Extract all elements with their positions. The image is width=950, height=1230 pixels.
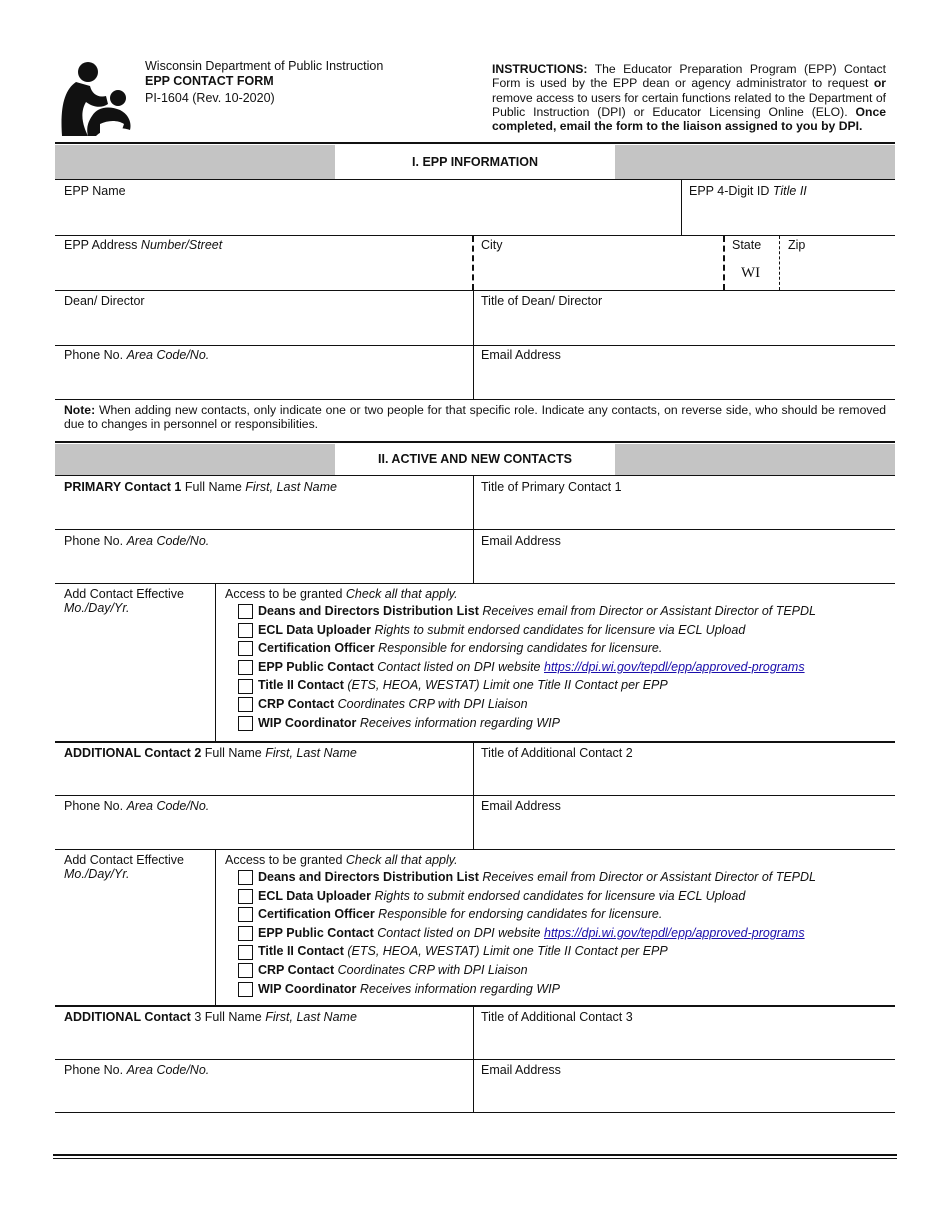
dean-title-field[interactable] (476, 310, 892, 344)
divider (55, 441, 895, 443)
epp-id-field[interactable] (684, 200, 892, 234)
additional-2-phone-field[interactable] (56, 815, 470, 847)
divider (55, 1059, 895, 1060)
additional-2-email-field[interactable] (476, 815, 892, 847)
access-label: Access to be granted Check all that apply. (225, 853, 458, 867)
divider (55, 741, 895, 743)
divider (55, 795, 895, 796)
option-description: Coordinates CRP with DPI Liaison (334, 963, 528, 977)
footer-divider (53, 1154, 897, 1156)
note: Note: When adding new contacts, only indicate one or two people for that specific role. Indicate any contacts, on reverse side, who should be removed due to changes in personnel or responsibilities. (64, 403, 886, 432)
option-title: WIP Coordinator (258, 715, 357, 730)
primary-email-field[interactable] (476, 550, 892, 582)
divider (55, 399, 895, 400)
zip-label: Zip (788, 238, 806, 252)
footer-divider (53, 1158, 897, 1159)
option-description: Receives email from Director or Assistant Director of TEPDL (478, 870, 817, 884)
city-label: City (481, 238, 503, 252)
additional-2-title-label: Title of Additional Contact 2 (481, 746, 633, 760)
additional-3-title-label: Title of Additional Contact 3 (481, 1010, 633, 1024)
option-description: Responsible for endorsing candidates for licensure. (374, 641, 663, 656)
primary-phone-field[interactable] (56, 550, 470, 582)
add-effective-label: Add Contact Effective (64, 853, 184, 867)
option-title: WIP Coordinator (258, 981, 357, 996)
divider (472, 236, 474, 290)
email-field[interactable] (476, 364, 892, 398)
epp-name-label: EPP Name (64, 184, 126, 198)
dean-title-label: Title of Dean/ Director (481, 294, 603, 308)
divider (55, 475, 895, 476)
form-title: EPP CONTACT FORM (145, 74, 274, 88)
option-title: EPP Public Contact (258, 925, 374, 940)
option-description: Receives information regarding WIP (356, 715, 560, 730)
checkbox[interactable] (238, 697, 253, 712)
primary-contact-label: PRIMARY Contact 1 Full Name First, Last Name (64, 480, 337, 494)
primary-access-option (238, 603, 816, 621)
divider (779, 236, 780, 290)
divider (55, 142, 895, 144)
phone-label: Phone No. Area Code/No. (64, 1063, 210, 1077)
primary-access-option (238, 622, 745, 640)
option-title: Certification Officer (258, 907, 375, 922)
additional-contact-2-label: ADDITIONAL Contact 2 Full Name First, Last Name (64, 746, 357, 760)
access-label: Access to be granted Check all that apply. (225, 587, 458, 601)
checkbox[interactable] (238, 945, 253, 960)
checkbox[interactable] (238, 889, 253, 904)
phone-label: Phone No. Area Code/No. (64, 534, 210, 548)
option-title: ECL Data Uploader (258, 888, 371, 903)
option-title: ECL Data Uploader (258, 622, 371, 637)
checkbox[interactable] (238, 641, 253, 656)
primary-title-field[interactable] (476, 496, 892, 528)
email-label: Email Address (481, 799, 561, 813)
state-value[interactable]: WI (741, 265, 761, 281)
additional-3-email-field[interactable] (476, 1079, 892, 1111)
add-effective-label: Add Contact Effective (64, 587, 184, 601)
divider (55, 529, 895, 530)
epp-id-label: EPP 4-Digit ID Title II (689, 184, 807, 198)
zip-field[interactable] (782, 255, 892, 289)
option-title: Deans and Directors Distribution List (258, 604, 479, 618)
additional-2-title-field[interactable] (476, 762, 892, 794)
option-title: CRP Contact (258, 697, 335, 711)
checkbox[interactable] (238, 623, 253, 638)
option-description: Receives information regarding WIP (356, 981, 560, 996)
approved-programs-link[interactable]: https://dpi.wi.gov/tepdl/epp/approved-programs (544, 925, 805, 940)
option-description: Rights to submit endorsed candidates for licensure via ECL Upload (371, 888, 746, 903)
primary-access-option (238, 640, 662, 658)
option-title: Deans and Directors Distribution List (258, 870, 479, 884)
checkbox[interactable] (238, 660, 253, 675)
checkbox[interactable] (238, 679, 253, 694)
divider (473, 743, 474, 849)
email-label: Email Address (481, 348, 561, 362)
additional-3-phone-field[interactable] (56, 1079, 470, 1111)
checkbox[interactable] (238, 604, 253, 619)
checkbox[interactable] (238, 982, 253, 997)
divider (215, 850, 216, 1006)
email-label: Email Address (481, 534, 561, 548)
option-description: Contact listed on DPI website (373, 925, 544, 940)
checkbox[interactable] (238, 963, 253, 978)
additional-2-access-option (238, 981, 560, 999)
option-title: Title II Contact (258, 678, 344, 693)
state-label: State (732, 238, 762, 252)
city-field[interactable] (476, 255, 721, 289)
dpi-logo (58, 60, 138, 140)
epp-address-label: EPP Address Number/Street (64, 238, 223, 252)
date-hint: Mo./Day/Yr. (64, 867, 130, 881)
additional-2-access-option (238, 943, 668, 961)
checkbox[interactable] (238, 926, 253, 941)
option-description: Receives email from Director or Assistant Director of TEPDL (478, 604, 817, 618)
form-number: PI-1604 (Rev. 10-2020) (145, 91, 275, 105)
divider (55, 849, 895, 850)
option-description: Contact listed on DPI website (373, 659, 544, 674)
divider (55, 1005, 895, 1007)
divider (55, 583, 895, 584)
divider (55, 1112, 895, 1113)
additional-3-name-field[interactable] (56, 1026, 470, 1058)
additional-contact-3-label: ADDITIONAL Contact 3 Full Name First, Last Name (64, 1010, 357, 1024)
additional-3-title-field[interactable] (476, 1026, 892, 1058)
primary-access-option (238, 696, 528, 714)
option-description: (ETS, HEOA, WESTAT) Limit one Title II Contact per EPP (343, 678, 668, 693)
approved-programs-link[interactable]: https://dpi.wi.gov/tepdl/epp/approved-programs (544, 659, 805, 674)
epp-name-field[interactable] (56, 200, 678, 234)
instructions-label: INSTRUCTIONS: (492, 62, 588, 76)
primary-access-option (238, 659, 805, 677)
instructions: INSTRUCTIONS: The Educator Preparation Program (EPP) Contact Form is used by the EPP dean or agency administrator to request or remove access to users for certain functions related to the Department of Public Instruction (DPI) or Educator Licensing Online (ELO). Once completed, email the form to the liaison assigned to you by DPI. (492, 62, 886, 134)
divider (55, 235, 895, 236)
option-description: Responsible for endorsing candidates for licensure. (374, 907, 663, 922)
phone-label: Phone No. Area Code/No. (64, 348, 210, 362)
phone-label: Phone No. Area Code/No. (64, 799, 210, 813)
agency-name: Wisconsin Department of Public Instruction (145, 59, 384, 73)
option-description: (ETS, HEOA, WESTAT) Limit one Title II Contact per EPP (343, 944, 668, 959)
option-title: CRP Contact (258, 963, 335, 977)
additional-2-access-option (238, 869, 816, 887)
additional-2-access-option (238, 925, 805, 943)
option-title: Title II Contact (258, 944, 344, 959)
dean-label: Dean/ Director (64, 294, 145, 308)
epp-address-field[interactable] (56, 255, 470, 289)
additional-2-access-option (238, 962, 528, 980)
phone-field[interactable] (56, 364, 470, 398)
dean-field[interactable] (56, 310, 470, 344)
email-label: Email Address (481, 1063, 561, 1077)
checkbox[interactable] (238, 870, 253, 885)
divider (55, 345, 895, 346)
section2-title: II. ACTIVE AND NEW CONTACTS (335, 444, 615, 475)
primary-access-option (238, 677, 668, 695)
divider (55, 290, 895, 291)
divider (55, 179, 895, 180)
primary-access-option (238, 715, 560, 733)
checkbox[interactable] (238, 907, 253, 922)
divider (723, 236, 725, 290)
primary-title-label: Title of Primary Contact 1 (481, 480, 622, 494)
primary-name-field[interactable] (56, 496, 470, 528)
option-description: Rights to submit endorsed candidates for licensure via ECL Upload (371, 622, 746, 637)
additional-2-name-field[interactable] (56, 762, 470, 794)
section1-title: I. EPP INFORMATION (335, 145, 615, 179)
option-title: Certification Officer (258, 641, 375, 656)
checkbox[interactable] (238, 716, 253, 731)
option-description: Coordinates CRP with DPI Liaison (334, 697, 528, 711)
divider (681, 180, 682, 235)
date-hint: Mo./Day/Yr. (64, 601, 130, 615)
additional-2-access-option (238, 888, 745, 906)
divider (215, 584, 216, 742)
option-title: EPP Public Contact (258, 659, 374, 674)
additional-2-access-option (238, 906, 662, 924)
